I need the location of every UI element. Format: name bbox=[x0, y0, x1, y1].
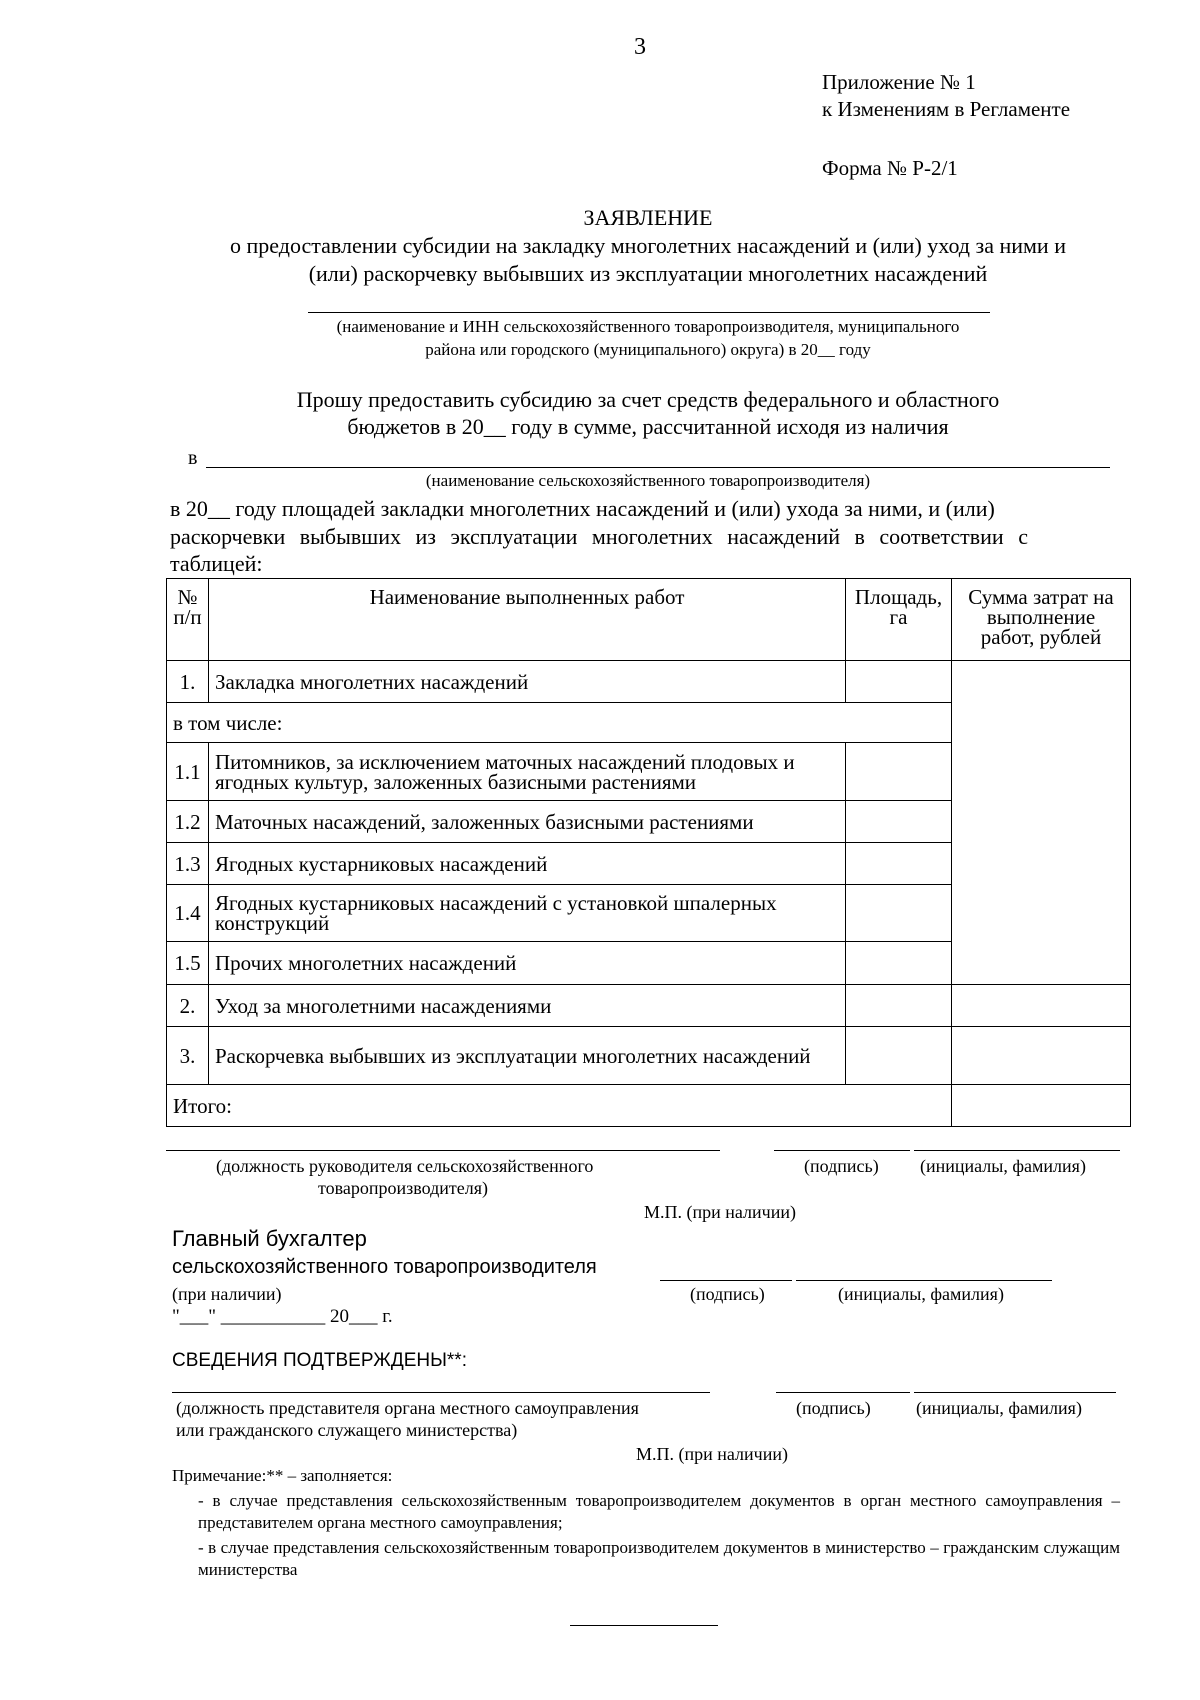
official-stamp-caption: М.П. (при наличии) bbox=[636, 1444, 788, 1464]
appendix-line1: Приложение № 1 bbox=[822, 70, 976, 94]
note-label: Примечание:** – заполняется: bbox=[172, 1466, 393, 1485]
stamp-caption: М.П. (при наличии) bbox=[644, 1202, 796, 1222]
header-cost: Сумма затрат на выполнение работ, рублей bbox=[952, 579, 1131, 661]
header-area: Площадь, га bbox=[846, 579, 952, 661]
accountant-signature-line bbox=[660, 1280, 792, 1281]
table-row bbox=[167, 1027, 1131, 1085]
official-position-caption-line1: (должность представителя органа местного самоуправления bbox=[176, 1398, 639, 1418]
row-number: 1.4 bbox=[167, 885, 209, 942]
area-cell[interactable] bbox=[846, 942, 952, 985]
row-work-name: Раскорчевка выбывших из эксплуатации многолетних насаждений bbox=[209, 1027, 846, 1085]
note-item-2: - в случае представления сельскохозяйственным товаропроизводителем документов в министерство – гражданским служащим министерства bbox=[198, 1538, 1120, 1579]
producer-caption: (наименование сельскохозяйственного товаропроизводителя) bbox=[425, 471, 871, 490]
request-paragraph-line3: таблицей: bbox=[170, 551, 263, 576]
page-number: 3 bbox=[634, 34, 646, 60]
row-work-name: Ягодных кустарниковых насаждений с установкой шпалерных конструкций bbox=[209, 885, 846, 942]
area-cell[interactable] bbox=[846, 801, 952, 843]
row-number: 1.5 bbox=[167, 942, 209, 985]
total-cost-cell[interactable] bbox=[952, 1085, 1131, 1127]
head-position-line bbox=[166, 1150, 720, 1151]
works-table bbox=[166, 578, 1131, 1127]
request-line2: бюджетов в 20__ году в сумме, рассчитанной исходя из наличия bbox=[347, 414, 949, 439]
row-work-name: Прочих многолетних насаждений bbox=[209, 942, 846, 985]
document-subtitle-line1: о предоставлении субсидии на закладку многолетних насаждений и (или) уход за ними и bbox=[230, 233, 1066, 258]
area-cell[interactable] bbox=[846, 743, 952, 801]
request-line1: Прошу предоставить субсидию за счет средств федерального и областного bbox=[296, 387, 1000, 412]
row-number: 3. bbox=[167, 1027, 209, 1085]
cost-cell-merged[interactable] bbox=[952, 661, 1131, 985]
row-number: 1.1 bbox=[167, 743, 209, 801]
appendix-line2: к Изменениям в Регламенте bbox=[822, 97, 1071, 121]
official-position-line bbox=[172, 1392, 710, 1393]
official-position-caption-line2: или гражданского служащего министерства) bbox=[176, 1420, 518, 1440]
head-initials-caption: (инициалы, фамилия) bbox=[920, 1156, 1086, 1176]
cost-cell[interactable] bbox=[952, 1027, 1131, 1085]
row-work-name: Уход за многолетними насаждениями bbox=[209, 985, 846, 1027]
official-signature-caption: (подпись) bbox=[796, 1398, 871, 1418]
official-signature-line bbox=[776, 1392, 910, 1393]
accountant-initials-line bbox=[796, 1280, 1052, 1281]
row-number: 1.3 bbox=[167, 843, 209, 885]
table-header-row bbox=[167, 579, 1131, 661]
document-subtitle-line2: (или) раскорчевку выбывших из эксплуатации многолетних насаждений bbox=[308, 261, 988, 286]
row-work-name: Ягодных кустарниковых насаждений bbox=[209, 843, 846, 885]
official-initials-caption: (инициалы, фамилия) bbox=[916, 1398, 1082, 1418]
accountant-signature-caption: (подпись) bbox=[690, 1284, 765, 1304]
row-subheading: в том числе: bbox=[167, 703, 952, 743]
area-cell[interactable] bbox=[846, 661, 952, 703]
row-number: 2. bbox=[167, 985, 209, 1027]
document-title: ЗАЯВЛЕНИЕ bbox=[583, 205, 713, 230]
table-row bbox=[167, 661, 1131, 703]
head-initials-line bbox=[914, 1150, 1120, 1151]
row-number: 1.2 bbox=[167, 801, 209, 843]
applicant-caption-line2: района или городского (муниципального) округа) в 20__ году bbox=[425, 340, 871, 359]
area-cell[interactable] bbox=[846, 885, 952, 942]
accountant-subtitle: сельскохозяйственного товаропроизводителя bbox=[172, 1256, 597, 1278]
row-work-name: Питомников, за исключением маточных насаждений плодовых и ягодных культур, заложенных базисными растениями bbox=[209, 743, 846, 801]
official-initials-line bbox=[914, 1392, 1116, 1393]
accountant-note: (при наличии) bbox=[172, 1284, 282, 1304]
area-cell[interactable] bbox=[846, 1027, 952, 1085]
note-item-1: - в случае представления сельскохозяйственным товаропроизводителем документов в орган местного самоуправления – представителем органа местного самоуправления; bbox=[198, 1491, 1120, 1532]
applicant-caption-line1: (наименование и ИНН сельскохозяйственного товаропроизводителя, муниципального bbox=[336, 317, 960, 336]
head-position-caption-line2: товаропроизводителя) bbox=[318, 1178, 489, 1198]
header-work-name: Наименование выполненных работ bbox=[209, 579, 846, 661]
form-number: Форма № Р-2/1 bbox=[822, 156, 958, 180]
row-number: 1. bbox=[167, 661, 209, 703]
signature-date: "___" ___________ 20___ г. bbox=[172, 1306, 393, 1327]
head-signature-caption: (подпись) bbox=[804, 1156, 879, 1176]
head-signature-line bbox=[774, 1150, 910, 1151]
in-label: в bbox=[188, 447, 198, 469]
head-position-caption-line1: (должность руководителя сельскохозяйственного bbox=[216, 1156, 594, 1176]
confirmation-heading: СВЕДЕНИЯ ПОДТВЕРЖДЕНЫ**: bbox=[172, 1350, 467, 1371]
producer-name-line bbox=[206, 467, 1110, 468]
request-paragraph-line1: в 20__ году площадей закладки многолетних насаждений и (или) ухода за ними, и (или) bbox=[170, 496, 995, 521]
table-total-row bbox=[167, 1085, 1131, 1127]
accountant-title: Главный бухгалтер bbox=[172, 1226, 367, 1251]
table-row bbox=[167, 985, 1131, 1027]
applicant-name-line bbox=[308, 312, 990, 313]
row-work-name: Маточных насаждений, заложенных базисными растениями bbox=[209, 801, 846, 843]
cost-cell[interactable] bbox=[952, 985, 1131, 1027]
area-cell[interactable] bbox=[846, 985, 952, 1027]
request-paragraph-line2: раскорчевки выбывших из эксплуатации многолетних насаждений в соответствии с bbox=[170, 524, 1028, 549]
total-label: Итого: bbox=[167, 1085, 952, 1127]
accountant-initials-caption: (инициалы, фамилия) bbox=[838, 1284, 1004, 1304]
area-cell[interactable] bbox=[846, 843, 952, 885]
footer-separator bbox=[570, 1625, 718, 1626]
header-number: № п/п bbox=[167, 579, 209, 661]
row-work-name: Закладка многолетних насаждений bbox=[209, 661, 846, 703]
